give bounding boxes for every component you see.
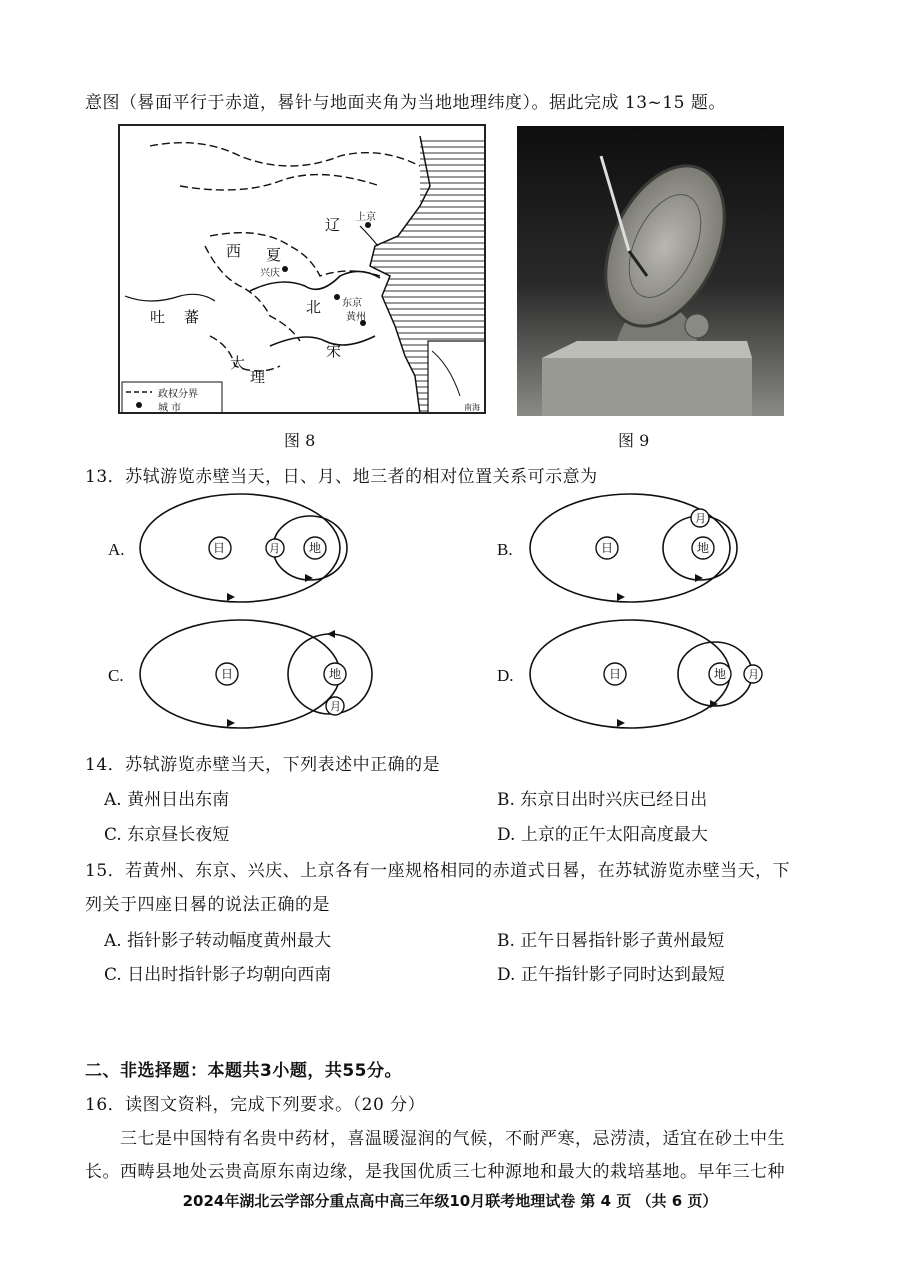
- legend-city: 城 市: [158, 403, 182, 414]
- map-drawing: [120, 126, 486, 414]
- q15-option-a[interactable]: A. 指针影子转动幅度黄州最大: [104, 931, 332, 951]
- q16-stem: 16．读图文资料，完成下列要求。（20 分）: [85, 1095, 426, 1115]
- q15-option-d[interactable]: D. 正午指针影子同时达到最短: [497, 965, 725, 985]
- section-2-heading: 二、非选择题：本题共3小题，共55分。: [85, 1061, 402, 1081]
- region-li: 理: [250, 368, 266, 386]
- q15-option-b[interactable]: B. 正午日晷指针影子黄州最短: [497, 931, 725, 951]
- q16-paragraph-line-1: 三七是中国特有名贵中药材，喜温暖湿润的气候，不耐严寒，忌涝渍，适宜在砂土中生: [120, 1129, 785, 1149]
- q16-paragraph-line-2: 长。西畴县地处云贵高原东南边缘，是我国优质三七种源地和最大的栽培基地。早年三七种: [85, 1162, 785, 1182]
- q14-option-c[interactable]: C. 东京昼长夜短: [104, 825, 230, 845]
- q13-a-moon: 月: [269, 543, 280, 555]
- intro-line: 意图（晷面平行于赤道，晷针与地面夹角为当地地理纬度）。据此完成 13~15 题。: [85, 93, 726, 113]
- q15-stem-line-1: 15．若黄州、东京、兴庆、上京各有一座规格相同的赤道式日晷，在苏轼游览赤壁当天，下: [85, 861, 791, 881]
- q14-stem: 14．苏轼游览赤壁当天，下列表述中正确的是: [85, 755, 441, 775]
- q13-option-a-label[interactable]: A.: [108, 540, 125, 559]
- city-shangjing: 上京: [356, 212, 376, 223]
- region-xia: 夏: [266, 246, 282, 264]
- q13-option-b-label[interactable]: B.: [497, 540, 513, 559]
- region-tu: 吐: [150, 308, 166, 326]
- q13-option-d-diagram[interactable]: [525, 616, 815, 736]
- page-footer: 2024年湖北云学部分重点高中高三年级10月联考地理试卷 第 4 页 （共 6 页）: [182, 1192, 718, 1210]
- q13-a-earth: 地: [309, 541, 322, 555]
- city-dongjing: 东京: [342, 298, 362, 309]
- region-song: 宋: [326, 342, 342, 360]
- q13-b-sun: 日: [601, 541, 614, 555]
- city-dot-xingqing: [282, 266, 288, 272]
- q13-d-sun: 日: [609, 667, 622, 681]
- region-liao: 辽: [325, 216, 341, 234]
- q13-option-a-diagram[interactable]: [135, 490, 425, 610]
- q14-option-b[interactable]: B. 东京日出时兴庆已经日出: [497, 790, 708, 810]
- city-dot-dongjing: [334, 294, 340, 300]
- q13-d-earth: 地: [714, 667, 727, 681]
- q13-b-moon: 月: [695, 513, 706, 525]
- q13-option-d-label[interactable]: D.: [497, 666, 514, 685]
- figure-9-photo: [517, 126, 784, 416]
- region-bo: 蕃: [184, 308, 200, 326]
- q13-c-sun: 日: [221, 667, 234, 681]
- figure-9-caption: 图 9: [618, 431, 650, 450]
- q13-b-earth: 地: [697, 541, 710, 555]
- q13-option-b-diagram[interactable]: [525, 490, 815, 610]
- figure-8-caption: 图 8: [284, 431, 316, 450]
- q13-a-sun: 日: [213, 541, 226, 555]
- region-da: 大: [230, 354, 246, 372]
- q13-stem: 13．苏轼游览赤壁当天，日、月、地三者的相对位置关系可示意为: [85, 467, 598, 487]
- q13-c-moon: 月: [330, 701, 341, 713]
- city-huangzhou: 黄州: [346, 312, 366, 323]
- city-xingqing: 兴庆: [260, 268, 280, 279]
- q13-option-c-diagram[interactable]: [135, 616, 425, 736]
- inset-label: 南海: [464, 403, 480, 412]
- q13-option-c-label[interactable]: C.: [108, 666, 124, 685]
- q14-option-a[interactable]: A. 黄州日出东南: [104, 790, 230, 810]
- legend-boundary: 政权分界: [158, 389, 198, 400]
- region-bei: 北: [306, 298, 322, 316]
- region-xi: 西: [226, 242, 242, 260]
- sundial-illustration: [517, 126, 784, 416]
- q15-stem-line-2: 列关于四座日晷的说法正确的是: [85, 895, 330, 915]
- q13-c-earth: 地: [329, 667, 342, 681]
- figure-8-map: [118, 124, 486, 414]
- q13-d-moon: 月: [748, 669, 759, 681]
- q14-option-d[interactable]: D. 上京的正午太阳高度最大: [497, 825, 708, 845]
- q15-option-c[interactable]: C. 日出时指针影子均朝向西南: [104, 965, 332, 985]
